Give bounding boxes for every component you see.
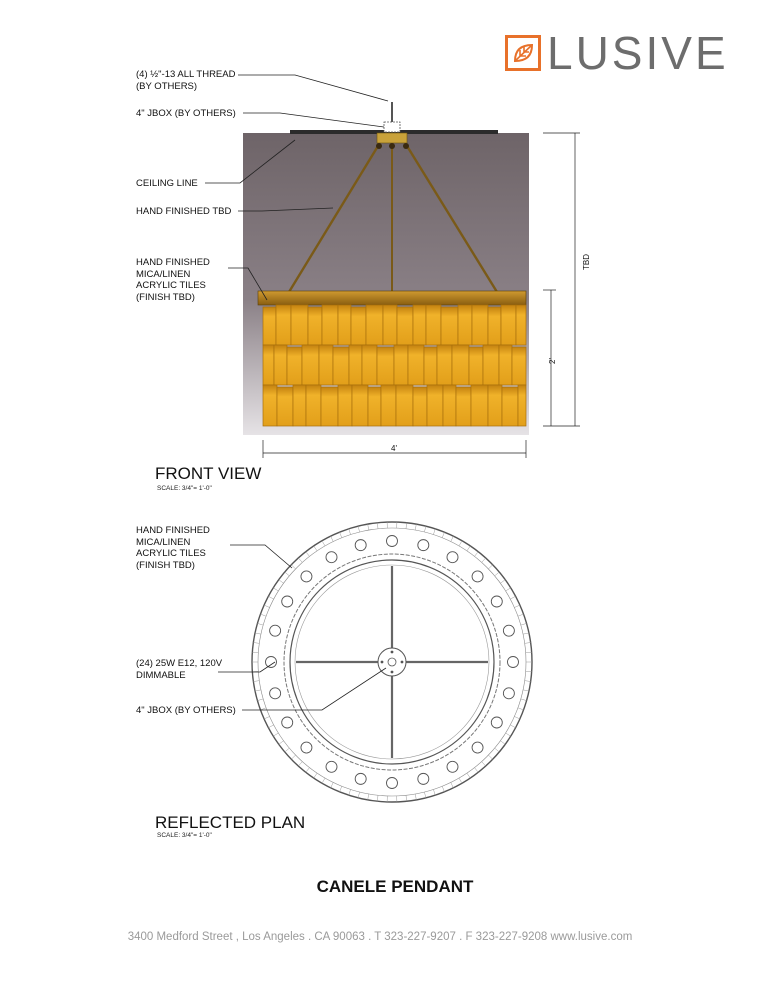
callout-tiles: HAND FINISHED MICA/LINEN ACRYLIC TILES (FINISH TBD)	[136, 257, 210, 303]
footer-contact: 3400 Medford Street , Los Angeles . CA 90063 . T 323-227-9207 . F 323-227-9208 www.lusive.com	[127, 931, 633, 943]
lamp-socket	[270, 688, 281, 699]
acrylic-tile	[383, 305, 397, 345]
lamp-socket	[491, 596, 502, 607]
acrylic-tile	[518, 385, 526, 426]
acrylic-tile	[427, 385, 443, 426]
acrylic-tile	[293, 385, 306, 426]
acrylic-tile	[352, 385, 368, 426]
acrylic-tile	[306, 385, 321, 426]
acrylic-tile	[349, 345, 362, 385]
lamp-socket	[491, 717, 502, 728]
plan-callout-jbox: 4" JBOX (BY OTHERS)	[136, 705, 236, 716]
acrylic-tile	[368, 387, 381, 426]
lamp-socket	[387, 778, 398, 789]
acrylic-tile	[287, 347, 302, 385]
jbox-dashed	[384, 122, 400, 132]
dim-overall-height: TBD	[582, 254, 591, 270]
acrylic-tile	[333, 347, 349, 385]
acrylic-tile	[351, 307, 366, 345]
dim-shade-height: 2'	[548, 358, 557, 364]
acrylic-tile	[499, 345, 512, 385]
acrylic-tile	[396, 385, 413, 426]
acrylic-tile	[308, 307, 322, 345]
rod-joint	[403, 143, 409, 149]
acrylic-tile	[512, 347, 526, 385]
lamp-socket	[418, 540, 429, 551]
front-view-scale: SCALE: 3/4"= 1'-0"	[157, 485, 212, 492]
reflected-plan-title: REFLECTED PLAN	[155, 813, 306, 832]
top-band	[258, 291, 526, 305]
callout-hand-finished: HAND FINISHED TBD	[136, 206, 232, 217]
acrylic-tile	[381, 385, 396, 426]
lamp-socket	[387, 536, 398, 547]
acrylic-tile	[291, 305, 308, 345]
acrylic-tile	[366, 305, 383, 345]
front-view-title: FRONT VIEW	[155, 464, 262, 483]
acrylic-tile	[441, 307, 458, 345]
acrylic-tile	[437, 345, 452, 385]
acrylic-tile	[322, 305, 338, 345]
acrylic-tile	[502, 387, 518, 426]
lamp-socket	[282, 596, 293, 607]
lamp-socket	[301, 742, 312, 753]
dim-width: 4'	[391, 444, 397, 453]
lamp-socket	[301, 571, 312, 582]
acrylic-tile	[483, 345, 499, 385]
brand-name: LUSIVE	[547, 27, 729, 79]
acrylic-tile	[302, 345, 319, 385]
acrylic-tile	[458, 305, 472, 345]
lamp-socket	[355, 773, 366, 784]
plan-callout-tiles: HAND FINISHED MICA/LINEN ACRYLIC TILES (FINISH TBD)	[136, 525, 210, 571]
lamp-socket	[447, 761, 458, 772]
acrylic-tile	[408, 345, 424, 385]
acrylic-tile	[277, 387, 293, 426]
lamp-socket	[503, 625, 514, 636]
acrylic-tile	[471, 385, 488, 426]
acrylic-tile	[488, 385, 502, 426]
lamp-socket	[508, 657, 519, 668]
acrylic-tile	[488, 307, 501, 345]
callout-jbox: 4" JBOX (BY OTHERS)	[136, 108, 236, 119]
acrylic-tile	[443, 385, 456, 426]
callout-ceiling-line: CEILING LINE	[136, 178, 198, 189]
acrylic-tile	[413, 305, 426, 345]
acrylic-tile	[394, 345, 408, 385]
lamp-socket	[418, 773, 429, 784]
acrylic-tile	[362, 345, 377, 385]
acrylic-tile	[338, 305, 351, 345]
rod-joint	[389, 143, 395, 149]
lamp-socket	[472, 571, 483, 582]
acrylic-tile	[452, 345, 469, 385]
acrylic-tile	[426, 305, 441, 345]
acrylic-tile	[263, 345, 274, 385]
lamp-socket	[447, 552, 458, 563]
canopy	[377, 133, 407, 143]
acrylic-tile	[274, 345, 287, 385]
lamp-socket	[355, 540, 366, 551]
product-name: CANELE PENDANT	[316, 877, 474, 896]
lamp-socket	[326, 761, 337, 772]
acrylic-tile	[501, 305, 516, 345]
acrylic-tile	[321, 387, 338, 426]
reflected-plan-drawing	[252, 522, 532, 802]
acrylic-tile	[424, 347, 437, 385]
reflected-plan-scale: SCALE: 3/4"= 1'-0"	[157, 832, 212, 839]
plan-callout-lamps: (24) 25W E12, 120V DIMMABLE	[136, 658, 223, 681]
acrylic-tile	[276, 305, 291, 345]
lamp-socket	[472, 742, 483, 753]
acrylic-tile	[413, 387, 427, 426]
rod-joint	[376, 143, 382, 149]
acrylic-tile	[469, 347, 483, 385]
acrylic-tile	[377, 347, 394, 385]
acrylic-tile	[263, 307, 276, 345]
lamp-socket	[282, 717, 293, 728]
tile-rows	[263, 305, 526, 426]
acrylic-tile	[263, 385, 277, 426]
lamp-socket	[326, 552, 337, 563]
acrylic-tile	[319, 345, 333, 385]
acrylic-tile	[472, 305, 488, 345]
lamp-socket	[503, 688, 514, 699]
acrylic-tile	[516, 305, 526, 345]
acrylic-tile	[338, 385, 352, 426]
acrylic-tile	[456, 387, 471, 426]
callout-all-thread: (4) ½"-13 ALL THREAD (BY OTHERS)	[136, 69, 236, 92]
lamp-socket	[270, 625, 281, 636]
acrylic-tile	[397, 307, 413, 345]
